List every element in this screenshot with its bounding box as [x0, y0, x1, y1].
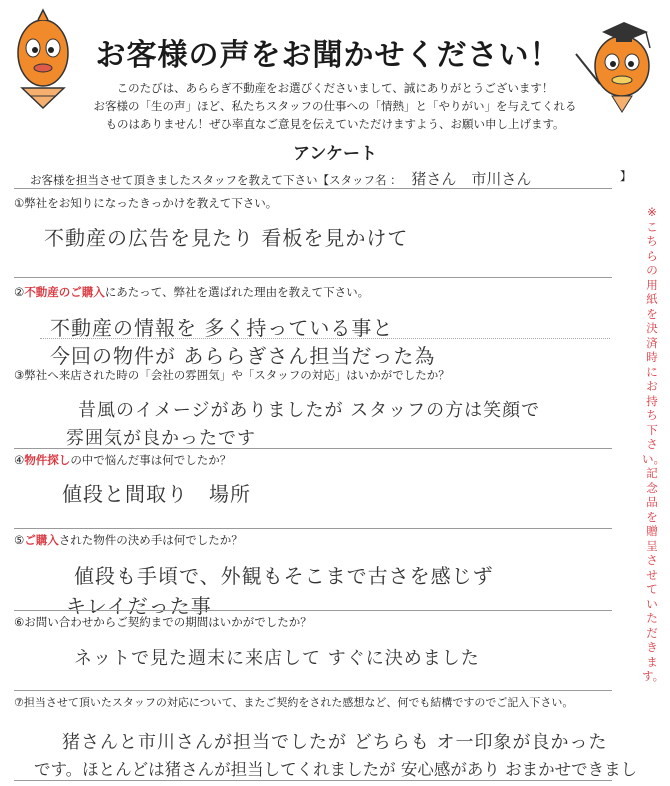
- divider: [14, 610, 612, 611]
- divider: [14, 448, 612, 449]
- answer-3-line-1: 昔風のイメージがありましたが スタッフの方は笑顔で: [78, 400, 541, 421]
- answer-4-line-1: 値段と間取り 場所: [62, 482, 251, 506]
- intro-line-3: ものはありません！ぜひ率直なご意見を伝えていただけますよう、お願い申し上げます。: [105, 117, 565, 131]
- staff-value: 猪さん 市川さん: [411, 170, 532, 188]
- divider: [14, 690, 612, 691]
- answer-2-line-2: 今回の物件が あららぎさん担当だった為: [50, 344, 436, 368]
- divider: [14, 780, 612, 781]
- page-title: お客様の声をお聞かせください！: [95, 38, 561, 73]
- question-1: [14, 195, 277, 211]
- question-5: [14, 532, 243, 548]
- staff-close-bracket: 】: [620, 169, 632, 183]
- answer-7-line-1: 猪さんと市川さんが担当でしたが どちらも オ一印象が良かった: [62, 732, 608, 753]
- answer-6-line-1: ネットで見た週末に来店して すぐに決めました: [74, 648, 480, 669]
- survey-heading: アンケート: [293, 144, 377, 164]
- question-3-text: ③弊社へ来店された時の「会社の雰囲気」や「スタッフの対応」はいかがでしたか？: [14, 368, 450, 382]
- question-2: [14, 284, 369, 300]
- question-2-number: ②: [14, 285, 25, 299]
- answer-7-line-2: です。ほとんどは猪さんが担当してくれましたが 安心感があり おまかせできまし: [34, 760, 638, 779]
- divider: [14, 277, 612, 278]
- question-5-highlight: ご購入: [24, 533, 59, 547]
- question-7: [14, 694, 573, 710]
- answer-3-line-2: 雰囲気が良かったです: [66, 428, 256, 449]
- answer-2-line-1: 不動産の情報を 多く持っている事と: [50, 316, 394, 340]
- question-2-highlight: 不動産のご購入: [24, 285, 105, 299]
- question-1-text: ①弊社をお知りになったきっかけを教えて下さい。: [14, 196, 278, 210]
- intro-line-1: このたびは、あららぎ不動産をお選びくださいまして、誠にありがとうございます！: [116, 81, 554, 95]
- answer-guide: [40, 338, 610, 339]
- question-4-highlight: 物件探し: [24, 453, 71, 467]
- staff-field: [30, 168, 650, 189]
- question-5-number: ⑤: [14, 533, 25, 547]
- question-6: [14, 614, 312, 630]
- side-note: ※こちらの用紙を決済時にお持ち下さい。記念品を贈呈させていただきます。: [642, 205, 665, 683]
- question-7-text: ⑦担当させて頂いたスタッフの対応について、またご契約をされた感想など、何でも結構ですのでご記入下さい。: [14, 696, 574, 709]
- question-3: [14, 367, 450, 383]
- question-5-text: された物件の決め手は何でしたか？: [58, 533, 243, 547]
- divider: [14, 528, 612, 529]
- question-4-number: ④: [14, 453, 25, 467]
- staff-label: お客様を担当させて頂きましたスタッフを教えて下さい【スタッフ名 ：: [30, 173, 402, 187]
- question-4: [14, 452, 231, 468]
- answer-5-line-2: キレイだった事: [66, 594, 212, 618]
- question-2-text: にあたって、弊社を選ばれた理由を教えて下さい。: [104, 285, 370, 299]
- answer-1-line-1: 不動産の広告を見たり 看板を見かけて: [44, 226, 409, 250]
- intro-line-2: お客様の「生の声」ほど、私たちスタッフの仕事への「情熱」と「やりがい」を与えてくれる: [93, 99, 577, 113]
- question-6-text: ⑥お問い合わせからご契約までの期間はいかがでしたか？: [14, 615, 312, 629]
- divider: [14, 188, 612, 189]
- answer-5-line-1: 値段も手頃で、外観もそこまで古さを感じず: [74, 564, 494, 588]
- question-4-text: の中で悩んだ事は何でしたか？: [70, 453, 232, 467]
